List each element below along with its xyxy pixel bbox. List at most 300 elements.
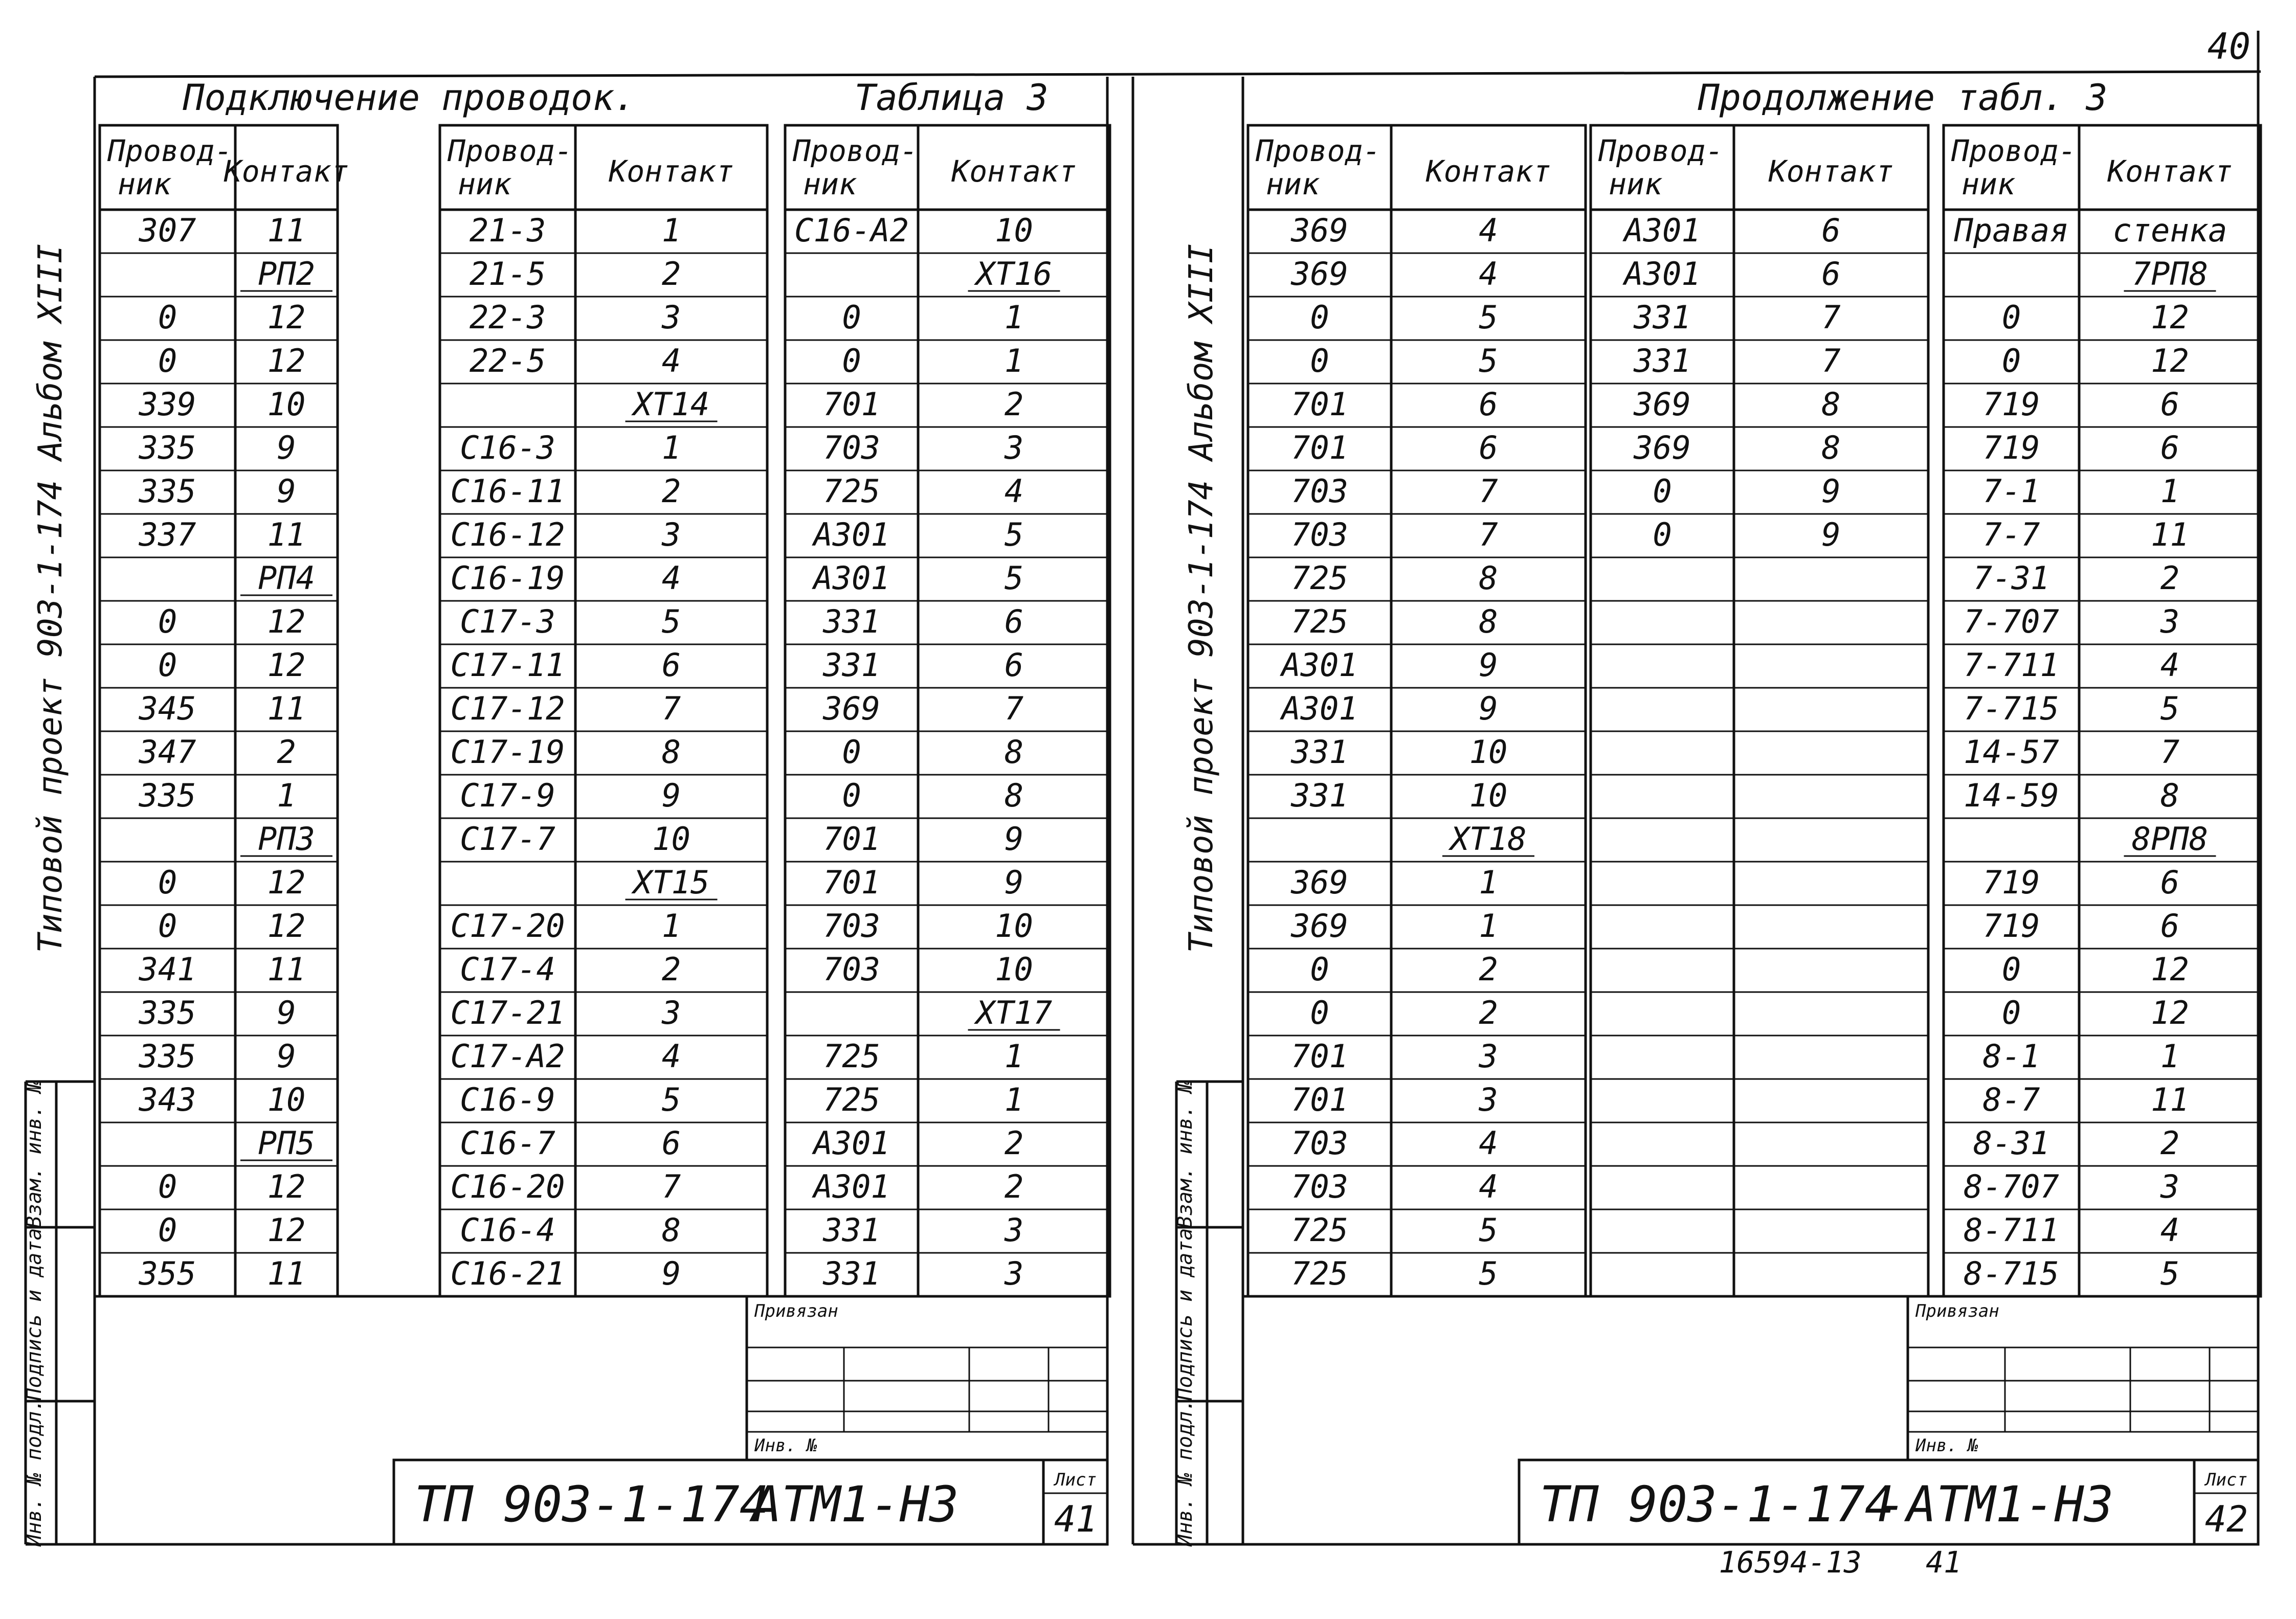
- cell-contact: 3: [1004, 1211, 1024, 1249]
- cell-contact: 9: [661, 1255, 681, 1292]
- cell-contact: 9: [277, 429, 296, 466]
- cell-wire: 0: [158, 342, 177, 379]
- cell-wire: 339: [139, 386, 196, 423]
- cell-wire: 7-31: [1973, 559, 2050, 597]
- header-wire: ник: [118, 167, 171, 201]
- cell-contact: 3: [661, 994, 681, 1031]
- cell-wire: 701: [1291, 1081, 1348, 1118]
- group-label: ХТ14: [633, 386, 710, 423]
- stamp-cell: Подпись и дата: [23, 1228, 46, 1401]
- cell-wire: С17-19: [450, 733, 565, 771]
- cell-wire: С16-19: [450, 559, 565, 597]
- cell-contact: 8: [1479, 603, 1498, 640]
- cell-wire: 307: [139, 212, 196, 249]
- cell-wire: 331: [1291, 777, 1348, 814]
- header-wire: Провод-: [448, 133, 573, 168]
- header-wire: ник: [458, 167, 511, 201]
- cell-wire: 0: [842, 777, 861, 814]
- header-contact: Контакт: [1768, 154, 1894, 189]
- wire-table: [785, 125, 1110, 1296]
- cell-wire: 331: [823, 1255, 880, 1292]
- cell-wire: А301: [813, 1168, 890, 1205]
- cell-contact: 2: [277, 733, 296, 771]
- cell-contact: 6: [1479, 386, 1498, 423]
- stamp-cell: Подпись и дата: [1173, 1228, 1197, 1401]
- cell-contact: 1: [1004, 342, 1024, 379]
- cell-wire: 335: [139, 473, 196, 510]
- stamp-cell: Взам. инв. №: [23, 1081, 46, 1228]
- stamp-inv: Инв. №: [1915, 1435, 1978, 1456]
- cell-wire: 14-59: [1964, 777, 2059, 814]
- cell-wire: 0: [1310, 994, 1329, 1031]
- cell-contact: 5: [2160, 1255, 2180, 1292]
- cell-wire: 8-715: [1964, 1255, 2059, 1292]
- cell-contact: 10: [995, 907, 1033, 945]
- cell-contact: 10: [995, 212, 1033, 249]
- cell-contact: 1: [661, 907, 681, 945]
- cell-contact: 5: [661, 1081, 681, 1118]
- table-title: Продолжение табл. 3: [1698, 77, 2108, 119]
- stamp-cell: Инв. № подл.: [1173, 1399, 1197, 1547]
- cell-wire: 7-1: [1982, 473, 2040, 510]
- cell-contact: 6: [1004, 646, 1024, 684]
- cell-contact: стенка: [2112, 212, 2227, 249]
- cell-contact: 1: [1004, 1081, 1024, 1118]
- list-number: 41: [1054, 1498, 1098, 1540]
- cell-contact: 6: [2160, 386, 2180, 423]
- cell-wire: 7-707: [1964, 603, 2059, 640]
- cell-contact: 3: [661, 299, 681, 336]
- cell-wire: 345: [139, 690, 196, 727]
- cell-contact: 2: [2160, 559, 2180, 597]
- cell-contact: 3: [1479, 1081, 1498, 1118]
- header-contact: Контакт: [1425, 154, 1551, 189]
- cell-wire: 331: [823, 1211, 880, 1249]
- cell-wire: 0: [1653, 516, 1672, 553]
- cell-wire: С16-4: [460, 1211, 555, 1249]
- cell-contact: 4: [661, 559, 681, 597]
- cell-contact: 8: [661, 733, 681, 771]
- cell-contact: 9: [661, 777, 681, 814]
- cell-wire: 0: [2001, 994, 2021, 1031]
- stamp-cell: Взам. инв. №: [1173, 1081, 1197, 1228]
- cell-wire: С17-4: [460, 951, 555, 988]
- cell-contact: 9: [277, 473, 296, 510]
- cell-contact: 1: [1004, 299, 1024, 336]
- cell-wire: С17-20: [450, 907, 565, 945]
- cell-wire: 8-1: [1982, 1038, 2040, 1075]
- cell-contact: 12: [267, 864, 306, 901]
- cell-wire: 341: [139, 951, 196, 988]
- cell-wire: 331: [823, 603, 880, 640]
- list-label: Лист: [2205, 1470, 2247, 1490]
- cell-contact: 11: [267, 212, 306, 249]
- cell-contact: 4: [661, 342, 681, 379]
- wire-table: [440, 125, 767, 1296]
- cell-wire: 335: [139, 1038, 196, 1075]
- cell-wire: С17-9: [460, 777, 555, 814]
- cell-contact: 11: [267, 951, 306, 988]
- cell-contact: 9: [1479, 646, 1498, 684]
- cell-wire: С17-12: [450, 690, 565, 727]
- group-label: ХТ17: [975, 994, 1053, 1031]
- doc-mark: -АТМ1-Н3: [1877, 1476, 2114, 1533]
- cell-wire: 719: [1982, 386, 2040, 423]
- list-number: 42: [2204, 1498, 2248, 1540]
- header-wire: Провод-: [1256, 133, 1381, 168]
- cell-contact: 2: [661, 951, 681, 988]
- cell-wire: 369: [1634, 386, 1691, 423]
- cell-contact: 4: [2160, 646, 2180, 684]
- cell-contact: 6: [2160, 429, 2180, 466]
- cell-wire: А301: [1281, 646, 1358, 684]
- cell-wire: 719: [1982, 864, 2040, 901]
- stamp-privyazan: Привязан: [754, 1301, 838, 1321]
- cell-wire: 701: [1291, 1038, 1348, 1075]
- cell-wire: С16-А2: [794, 212, 909, 249]
- table-title: Подключение проводок.: [183, 77, 636, 119]
- cell-contact: 3: [661, 516, 681, 553]
- header-wire: Провод-: [107, 133, 233, 168]
- cell-wire: 703: [1291, 516, 1348, 553]
- cell-contact: 1: [277, 777, 296, 814]
- cell-contact: 4: [1479, 1125, 1498, 1162]
- cell-wire: 347: [139, 733, 196, 771]
- header-wire: Провод-: [1598, 133, 1724, 168]
- group-label: РП2: [258, 255, 315, 293]
- header-wire: Провод-: [1951, 133, 2077, 168]
- cell-wire: 0: [842, 299, 861, 336]
- cell-wire: С16-12: [450, 516, 565, 553]
- cell-wire: 335: [139, 777, 196, 814]
- cell-wire: 335: [139, 994, 196, 1031]
- cell-wire: 703: [823, 951, 880, 988]
- cell-wire: С17-А2: [450, 1038, 565, 1075]
- cell-contact: 10: [1469, 777, 1508, 814]
- cell-contact: 12: [267, 603, 306, 640]
- cell-contact: 11: [267, 1255, 306, 1292]
- cell-contact: 12: [2151, 951, 2189, 988]
- group-label: ХТ16: [975, 255, 1053, 293]
- cell-contact: 4: [1004, 473, 1024, 510]
- cell-contact: 12: [2151, 342, 2189, 379]
- cell-wire: 0: [158, 646, 177, 684]
- cell-contact: 5: [2160, 690, 2180, 727]
- cell-contact: 10: [1469, 733, 1508, 771]
- cell-contact: 8: [2160, 777, 2180, 814]
- header-wire: ник: [1961, 167, 2015, 201]
- header-contact: Контакт: [609, 154, 734, 189]
- cell-contact: 6: [2160, 907, 2180, 945]
- header-contact: Контакт: [2107, 154, 2233, 189]
- cell-wire: А301: [813, 559, 890, 597]
- group-label: ХТ18: [1450, 820, 1527, 858]
- cell-contact: 10: [267, 386, 306, 423]
- cell-contact: 9: [1004, 864, 1024, 901]
- cell-contact: 5: [1479, 1211, 1498, 1249]
- cell-wire: 725: [823, 473, 880, 510]
- cell-wire: 0: [1310, 951, 1329, 988]
- cell-contact: 5: [1479, 1255, 1498, 1292]
- cell-wire: 703: [1291, 1125, 1348, 1162]
- cell-contact: 2: [661, 473, 681, 510]
- cell-wire: 7-7: [1982, 516, 2040, 553]
- cell-wire: 369: [1291, 212, 1348, 249]
- cell-wire: 7-711: [1964, 646, 2059, 684]
- cell-wire: 369: [1291, 255, 1348, 293]
- stamp-cell: Инв. № подл.: [23, 1399, 46, 1547]
- cell-wire: 337: [139, 516, 196, 553]
- cell-contact: 7: [1821, 342, 1841, 379]
- cell-contact: 2: [661, 255, 681, 293]
- cell-contact: 8: [1004, 777, 1024, 814]
- cell-contact: 7: [1821, 299, 1841, 336]
- cell-contact: 4: [1479, 212, 1498, 249]
- cell-wire: 0: [158, 864, 177, 901]
- cell-contact: 7: [1479, 473, 1498, 510]
- cell-wire: 0: [158, 299, 177, 336]
- cell-contact: 5: [1479, 299, 1498, 336]
- header-wire: ник: [1266, 167, 1320, 201]
- cell-contact: 12: [2151, 299, 2189, 336]
- wire-table: [100, 125, 349, 1296]
- cell-wire: 8-711: [1964, 1211, 2059, 1249]
- group-label: РП3: [258, 820, 315, 858]
- cell-contact: 7: [661, 1168, 681, 1205]
- cell-wire: С17-7: [460, 820, 555, 858]
- cell-wire: 0: [158, 1211, 177, 1249]
- cell-wire: 725: [823, 1081, 880, 1118]
- doc-code: ТП 903-1-174: [1540, 1476, 1894, 1533]
- cell-contact: 9: [1821, 516, 1841, 553]
- cell-contact: 10: [652, 820, 690, 858]
- cell-wire: 8-31: [1973, 1125, 2050, 1162]
- cell-wire: 719: [1982, 907, 2040, 945]
- cell-contact: 6: [2160, 864, 2180, 901]
- cell-contact: 8: [1004, 733, 1024, 771]
- cell-contact: 6: [1004, 603, 1024, 640]
- cell-contact: 10: [995, 951, 1033, 988]
- header-contact: Контакт: [951, 154, 1077, 189]
- cell-contact: 9: [1479, 690, 1498, 727]
- cell-contact: 12: [267, 342, 306, 379]
- cell-contact: 1: [1004, 1038, 1024, 1075]
- cell-wire: А301: [1281, 690, 1358, 727]
- cell-contact: 1: [661, 212, 681, 249]
- cell-wire: 725: [1291, 1211, 1348, 1249]
- cell-wire: 701: [823, 386, 880, 423]
- cell-wire: 21-3: [469, 212, 546, 249]
- cell-wire: 369: [1291, 864, 1348, 901]
- cell-contact: 7: [1479, 516, 1498, 553]
- cell-wire: 369: [1634, 429, 1691, 466]
- cell-wire: 22-3: [469, 299, 546, 336]
- cell-contact: 11: [267, 516, 306, 553]
- cell-contact: 4: [2160, 1211, 2180, 1249]
- cell-contact: 2: [1004, 1168, 1024, 1205]
- cell-wire: 21-5: [469, 255, 546, 293]
- cell-contact: 6: [661, 1125, 681, 1162]
- cell-contact: 11: [2151, 516, 2189, 553]
- cell-wire: С16-3: [460, 429, 555, 466]
- cell-contact: 8: [1821, 386, 1841, 423]
- cell-wire: А301: [1624, 255, 1701, 293]
- wire-table: [1248, 125, 1586, 1296]
- cell-wire: 703: [1291, 1168, 1348, 1205]
- cell-wire: 0: [2001, 951, 2021, 988]
- cell-contact: 1: [2160, 473, 2180, 510]
- cell-wire: 331: [1291, 733, 1348, 771]
- cell-wire: 0: [2001, 342, 2021, 379]
- cell-wire: 0: [1310, 342, 1329, 379]
- cell-wire: 331: [823, 646, 880, 684]
- cell-contact: 1: [1479, 907, 1498, 945]
- cell-wire: 0: [842, 342, 861, 379]
- cell-wire: 0: [842, 733, 861, 771]
- cell-wire: 355: [139, 1255, 196, 1292]
- cell-wire: 7-715: [1964, 690, 2059, 727]
- cell-contact: 4: [1479, 255, 1498, 293]
- cell-wire: 335: [139, 429, 196, 466]
- cell-wire: 0: [158, 603, 177, 640]
- cell-wire: С17-11: [450, 646, 565, 684]
- cell-wire: 14-57: [1964, 733, 2059, 771]
- cell-contact: 8: [1479, 559, 1498, 597]
- cell-contact: 9: [277, 1038, 296, 1075]
- cell-wire: А301: [1624, 212, 1701, 249]
- cell-wire: 331: [1634, 342, 1691, 379]
- cell-wire: 701: [1291, 429, 1348, 466]
- cell-contact: 9: [1004, 820, 1024, 858]
- cell-wire: С16-20: [450, 1168, 565, 1205]
- cell-wire: 725: [1291, 603, 1348, 640]
- cell-contact: 10: [267, 1081, 306, 1118]
- cell-contact: 12: [267, 1211, 306, 1249]
- cell-contact: 12: [267, 646, 306, 684]
- album-side-label: Типовой проект 903-1-174 Альбом XIII: [32, 243, 70, 953]
- cell-contact: 12: [267, 299, 306, 336]
- list-label: Лист: [1055, 1470, 1097, 1490]
- cell-contact: 6: [1821, 212, 1841, 249]
- cell-wire: 369: [823, 690, 880, 727]
- cell-contact: 5: [661, 603, 681, 640]
- cell-wire: 0: [158, 907, 177, 945]
- cell-wire: Правая: [1954, 212, 2069, 249]
- cell-wire: 369: [1291, 907, 1348, 945]
- cell-wire: 8-707: [1964, 1168, 2059, 1205]
- cell-wire: 703: [823, 907, 880, 945]
- cell-contact: 7: [1004, 690, 1024, 727]
- group-label: 7РП8: [2131, 255, 2209, 293]
- inventory-note-number: 41: [1926, 1545, 1961, 1580]
- cell-contact: 3: [2160, 1168, 2180, 1205]
- cell-contact: 1: [2160, 1038, 2180, 1075]
- cell-contact: 5: [1004, 559, 1024, 597]
- wiring-tables: [23, 77, 2261, 1547]
- group-label: 8РП8: [2131, 820, 2209, 858]
- cell-wire: С16-21: [450, 1255, 565, 1292]
- cell-contact: 8: [1821, 429, 1841, 466]
- wire-table: [1944, 125, 2261, 1296]
- cell-wire: 725: [1291, 559, 1348, 597]
- cell-wire: 719: [1982, 429, 2040, 466]
- cell-contact: 2: [2160, 1125, 2180, 1162]
- cell-wire: С17-3: [460, 603, 555, 640]
- cell-contact: 9: [1821, 473, 1841, 510]
- cell-contact: 3: [1004, 429, 1024, 466]
- cell-contact: 4: [661, 1038, 681, 1075]
- cell-contact: 12: [2151, 994, 2189, 1031]
- cell-contact: 6: [661, 646, 681, 684]
- cell-wire: 701: [1291, 386, 1348, 423]
- right-page: [1173, 77, 2261, 1547]
- cell-wire: 0: [1653, 473, 1672, 510]
- cell-contact: 6: [1821, 255, 1841, 293]
- cell-wire: С16-9: [460, 1081, 555, 1118]
- cell-wire: А301: [813, 516, 890, 553]
- group-label: РП4: [258, 559, 315, 597]
- header-wire: Провод-: [793, 133, 918, 168]
- cell-wire: 22-5: [469, 342, 546, 379]
- cell-contact: 8: [661, 1211, 681, 1249]
- cell-contact: 2: [1004, 1125, 1024, 1162]
- cell-wire: С17-21: [450, 994, 565, 1031]
- page-number: 40: [2207, 26, 2250, 68]
- cell-contact: 4: [1479, 1168, 1498, 1205]
- cell-wire: А301: [813, 1125, 890, 1162]
- cell-contact: 11: [2151, 1081, 2189, 1118]
- cell-contact: 12: [267, 1168, 306, 1205]
- inventory-note: 16594-13: [1719, 1545, 1862, 1580]
- cell-contact: 3: [2160, 603, 2180, 640]
- cell-wire: 0: [2001, 299, 2021, 336]
- cell-contact: 3: [1004, 1255, 1024, 1292]
- header-wire: ник: [803, 167, 857, 201]
- doc-mark: АТМ1-Н3: [752, 1476, 959, 1533]
- cell-contact: 9: [277, 994, 296, 1031]
- cell-wire: 703: [1291, 473, 1348, 510]
- cell-wire: 725: [1291, 1255, 1348, 1292]
- doc-code: ТП 903-1-174: [414, 1476, 769, 1533]
- cell-wire: 331: [1634, 299, 1691, 336]
- cell-contact: 2: [1479, 994, 1498, 1031]
- cell-contact: 1: [1479, 864, 1498, 901]
- cell-contact: 5: [1004, 516, 1024, 553]
- cell-wire: С16-7: [460, 1125, 555, 1162]
- header-contact: Контакт: [224, 154, 349, 189]
- wire-table: [1591, 125, 1928, 1296]
- group-label: ХТ15: [633, 864, 710, 901]
- cell-contact: 12: [267, 907, 306, 945]
- album-side-label: Типовой проект 903-1-174 Альбом XIII: [1183, 243, 1220, 953]
- cell-wire: 0: [1310, 299, 1329, 336]
- cell-contact: 2: [1004, 386, 1024, 423]
- stamp-inv: Инв. №: [754, 1435, 817, 1456]
- title-block: [95, 1296, 1107, 1544]
- cell-wire: С16-11: [450, 473, 565, 510]
- stamp-privyazan: Привязан: [1915, 1301, 1999, 1321]
- title-block: [1243, 1296, 2258, 1544]
- cell-contact: 11: [267, 690, 306, 727]
- cell-wire: 701: [823, 820, 880, 858]
- left-page: [23, 77, 1110, 1547]
- table-number: Таблица 3: [854, 77, 1049, 119]
- header-wire: ник: [1609, 167, 1662, 201]
- cell-wire: 725: [823, 1038, 880, 1075]
- cell-contact: 6: [1479, 429, 1498, 466]
- cell-contact: 1: [661, 429, 681, 466]
- cell-wire: 8-7: [1982, 1081, 2040, 1118]
